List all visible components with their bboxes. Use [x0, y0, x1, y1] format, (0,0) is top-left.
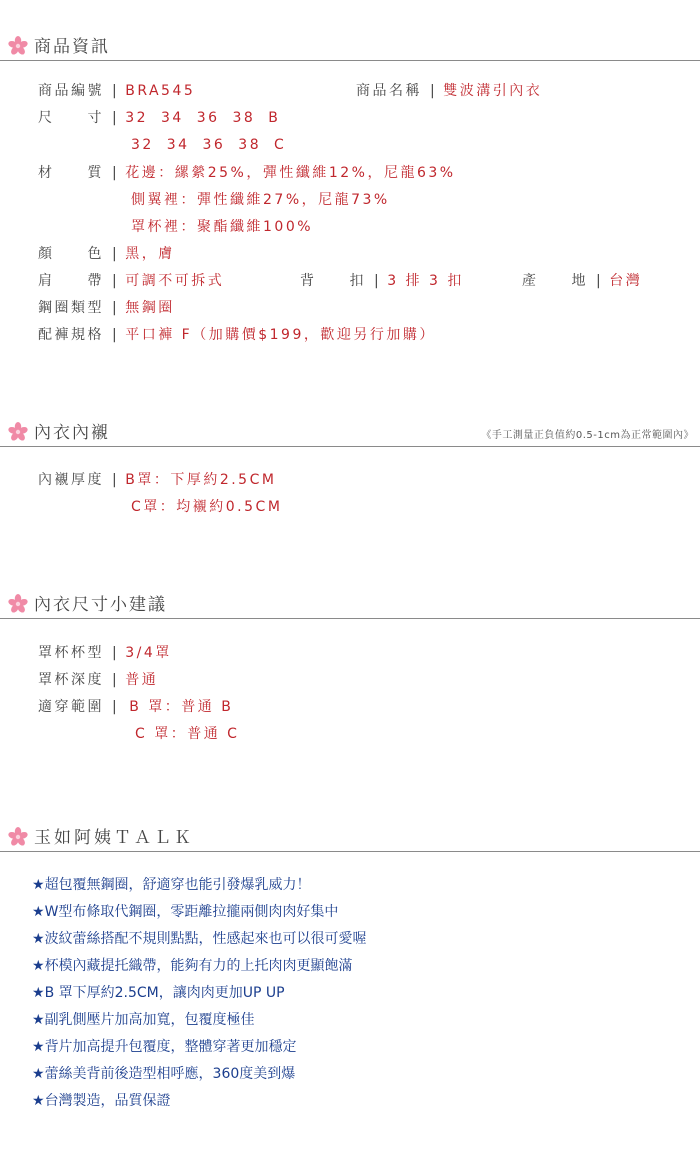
section-header-lining — [0, 416, 700, 447]
size-row — [38, 108, 280, 128]
talk-item-text: 波紋蕾絲搭配不規則點點，性感起來也可以很可愛喔 — [44, 931, 367, 947]
talk-item-text: 超包覆無鋼圈，舒適穿也能引發爆乳威力！ — [44, 877, 311, 893]
talk-item — [32, 1091, 171, 1111]
strap-row — [38, 271, 224, 291]
fit-range-label: 適穿範圍 — [38, 699, 104, 715]
star-icon: ★ — [32, 985, 45, 1001]
star-icon: ★ — [32, 877, 45, 893]
talk-item — [32, 956, 353, 976]
talk-item-text: 副乳側壓片加高加寬，包覆度極佳 — [44, 1012, 255, 1028]
section-header-size-advice — [0, 588, 700, 619]
hook-value: 3 排 3 扣 — [387, 273, 464, 289]
section-header-talk — [0, 821, 700, 852]
product-name-label: 商品名稱 — [356, 83, 422, 99]
product-code-row — [38, 81, 195, 101]
talk-item — [32, 902, 338, 922]
separator: | — [112, 645, 120, 661]
fit-range-row-2 — [135, 724, 239, 744]
color-row — [38, 244, 175, 264]
separator: | — [112, 327, 120, 343]
strap-value: 可調不可拆式 — [125, 273, 225, 289]
product-name-row — [356, 81, 542, 101]
section-header-product-info — [0, 30, 700, 61]
lining-thickness-label: 內襯厚度 — [38, 472, 104, 488]
star-icon: ★ — [32, 931, 45, 947]
separator: | — [112, 273, 120, 289]
color-value: 黑，膚 — [125, 246, 175, 262]
flower-icon — [8, 36, 28, 56]
separator: | — [112, 672, 120, 688]
talk-item-text: 杯模內藏提托織帶，能夠有力的上托肉肉更顯飽滿 — [44, 958, 353, 974]
separator: | — [112, 83, 120, 99]
size-value-1: 32 34 36 38 B — [125, 110, 281, 126]
product-code-value: BRA545 — [125, 83, 196, 99]
strap-label: 肩 帶 — [38, 273, 104, 289]
flower-icon — [8, 422, 28, 442]
fit-range-value-2: C 罩：普通 C — [135, 726, 240, 742]
talk-item-text: 台灣製造，品質保證 — [44, 1093, 171, 1109]
flower-icon — [8, 594, 28, 614]
cup-type-label: 罩杯杯型 — [38, 645, 104, 661]
color-label: 顏 色 — [38, 246, 104, 262]
material-row-3 — [131, 217, 313, 237]
separator: | — [112, 110, 120, 126]
separator: | — [374, 273, 382, 289]
cup-depth-label: 罩杯深度 — [38, 672, 104, 688]
lining-thickness-row — [38, 470, 276, 490]
product-code-label: 商品編號 — [38, 83, 104, 99]
star-icon: ★ — [32, 904, 45, 920]
size-label: 尺 寸 — [38, 110, 104, 126]
size-row-2 — [131, 135, 286, 155]
talk-item-text: 背片加高提升包覆度，整體穿著更加穩定 — [44, 1039, 297, 1055]
talk-item-text: 蕾絲美背前後造型相呼應，360度美到爆 — [44, 1066, 296, 1082]
fit-range-value-1: B 罩：普通 B — [129, 699, 234, 715]
material-value-1: 花邊：縲縈25%，彈性纖維12%，尼龍63% — [125, 165, 456, 181]
star-icon: ★ — [32, 958, 45, 974]
separator: | — [112, 165, 120, 181]
material-row — [38, 163, 456, 183]
origin-label: 產 地 — [522, 273, 588, 289]
separator: | — [430, 83, 438, 99]
pants-row — [38, 325, 436, 345]
wire-label: 鋼圈類型 — [38, 300, 104, 316]
separator: | — [112, 699, 120, 715]
size-value-2: 32 34 36 38 C — [131, 137, 287, 153]
star-icon: ★ — [32, 1066, 45, 1082]
hook-row — [300, 271, 464, 291]
material-value-2: 側翼裡：彈性纖維27%，尼龍73% — [131, 192, 390, 208]
separator: | — [112, 300, 120, 316]
section-title: 商品資訊 — [34, 37, 110, 57]
measurement-note: 《手工測量正負值約0.5-1cm為正常範圍內》 — [481, 430, 694, 441]
cup-depth-row — [38, 670, 158, 690]
pants-value: 平口褲 F（加購價$199，歡迎另行加購） — [125, 327, 436, 343]
star-icon: ★ — [32, 1012, 45, 1028]
hook-label: 背 扣 — [300, 273, 366, 289]
section-title: 內衣內襯 — [34, 423, 110, 443]
talk-item-text: B 罩下厚約2.5CM，讓肉肉更加UP UP — [44, 985, 285, 1001]
separator: | — [112, 472, 120, 488]
wire-row — [38, 298, 175, 318]
flower-icon — [8, 827, 28, 847]
talk-item — [32, 983, 285, 1003]
material-label: 材 質 — [38, 165, 104, 181]
product-name-value: 雙波溝引內衣 — [443, 83, 543, 99]
lining-value-2: C罩：均襯約0.5CM — [131, 499, 283, 515]
material-row-2 — [131, 190, 390, 210]
origin-row — [522, 271, 642, 291]
cup-type-value: 3/4罩 — [125, 645, 172, 661]
lining-thickness-row-2 — [131, 497, 282, 517]
talk-item — [32, 1010, 255, 1030]
separator: | — [112, 246, 120, 262]
talk-item-text: W型布條取代鋼圈，零距離拉攏兩側肉肉好集中 — [44, 904, 339, 920]
fit-range-row — [38, 697, 233, 717]
star-icon: ★ — [32, 1039, 45, 1055]
cup-type-row — [38, 643, 172, 663]
star-icon: ★ — [32, 1093, 45, 1109]
wire-value: 無鋼圈 — [125, 300, 175, 316]
section-title: 玉如阿姨ＴＡＬＫ — [34, 828, 194, 848]
talk-item — [32, 1064, 295, 1084]
material-value-3: 罩杯裡：聚酯纖維100% — [131, 219, 314, 235]
lining-value-1: B罩：下厚約2.5CM — [125, 472, 277, 488]
talk-item — [32, 875, 311, 895]
cup-depth-value: 普通 — [125, 672, 159, 688]
talk-item — [32, 929, 367, 949]
section-title: 內衣尺寸小建議 — [34, 595, 167, 615]
talk-item — [32, 1037, 297, 1057]
separator: | — [596, 273, 604, 289]
pants-label: 配褲規格 — [38, 327, 104, 343]
origin-value: 台灣 — [609, 273, 643, 289]
